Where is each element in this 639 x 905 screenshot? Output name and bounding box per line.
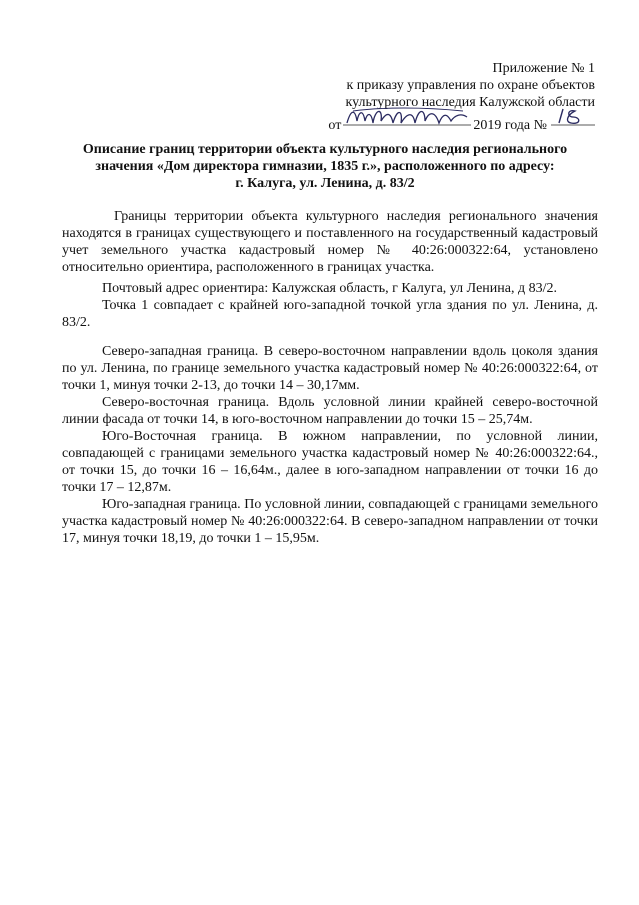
appendix-date-line	[315, 111, 595, 134]
paragraph-point-1: Точка 1 совпадает с крайней юго-западной точкой угла здания по ул. Ленина, д. 83/2.	[62, 298, 598, 330]
document-body	[62, 208, 598, 547]
handwritten-date-signature	[343, 111, 471, 129]
title-line-1: Описание границ территории объекта культурного наследия регионального	[82, 142, 568, 157]
paragraph-boundaries: Границы территории объекта культурного наследия регионального значения находятся в границах существующего и поставленного на государственный кадастровый учет земельного участка кадастровый номер № 40:26:000322:64, установлено относительно ориентира, расположенного в границах участка.	[62, 209, 598, 275]
paragraph-northwest-border: Северо-западная граница. В северо-восточном направлении вдоль цоколя здания по ул. Ленина, по границе земельного участка кадастровый номер № 40:26:000322:64, от точки 1, минуя точки 2-13, до точки 14 – 30,17мм.	[62, 344, 598, 393]
date-prefix: от	[328, 118, 342, 133]
handwritten-number-icon	[551, 111, 595, 129]
paragraph-northeast-border: Северо-восточная граница. Вдоль условной линии крайней северо-восточной линии фасада от точки 14, в юго-восточном направлении до точки 15 – 25,74м.	[62, 395, 598, 427]
appendix-order-ref: к приказу управления по охране объектов	[346, 78, 595, 93]
title-line-3: г. Калуга, ул. Ленина, д. 83/2	[235, 176, 415, 191]
date-year: 2019 года №	[473, 118, 547, 133]
appendix-authority: культурного наследия Калужской области	[345, 95, 595, 110]
document-title	[60, 141, 590, 192]
paragraph-southeast-border: Юго-Восточная граница. В южном направлении, по условной линии, совпадающей с границами земельного участка кадастровый номер № 40:26:000322:64., от точки 15, до точки 16 – 16,64м., далее в юго-западном направлении от точки 16 до точки 17 – 12,87м.	[62, 429, 598, 495]
appendix-header	[315, 60, 595, 134]
paragraph-postal-address: Почтовый адрес ориентира: Калужская область, г Калуга, ул Ленина, д 83/2.	[102, 281, 557, 296]
appendix-number: Приложение № 1	[492, 61, 595, 76]
paragraph-southwest-border: Юго-западная граница. По условной линии, совпадающей с границами земельного участка кадастровый номер № 40:26:000322:64. В северо-западном направлении от точки 17, минуя точки 18,19, до точки 1 – 15,95м.	[62, 497, 598, 546]
title-line-2: значения «Дом директора гимназии, 1835 г.», расположенного по адресу:	[95, 159, 555, 174]
